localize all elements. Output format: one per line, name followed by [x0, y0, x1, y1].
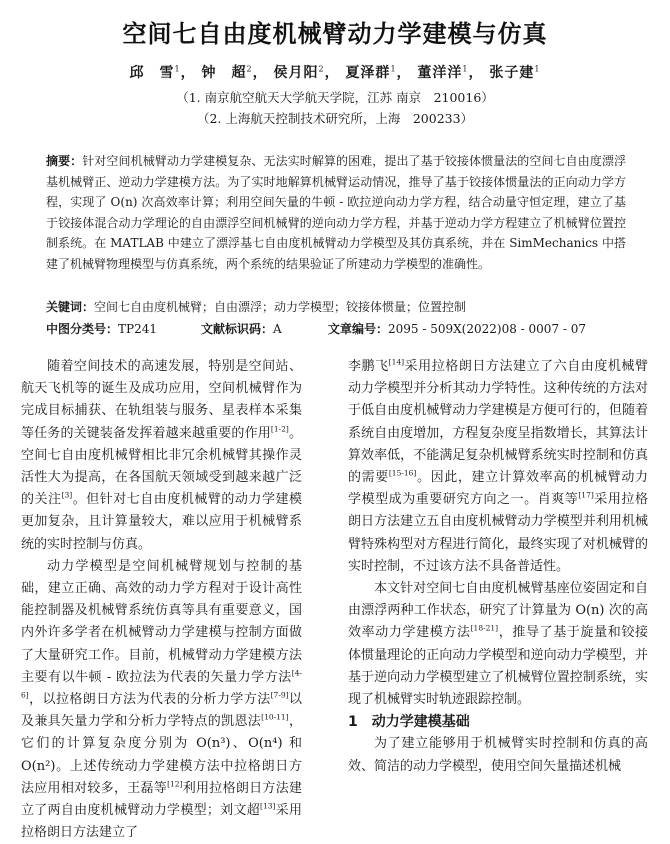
clc-label: 中图分类号：	[46, 322, 119, 336]
article-no-value: 2095 - 509X(2022)08 - 0007 - 07	[388, 322, 587, 336]
citation: [4-6]	[21, 668, 302, 700]
abstract	[46, 151, 626, 274]
citation: [7-9]	[270, 690, 289, 700]
paragraph: 本文针对空间七自由度机械臂基座位姿固定和自由漂浮两种工作状态，研究了计算量为 O(n) 次的高效率动力学建模方法[18-21]，推导了基于旋量和铰接体惯量理论的正向动力学模型和逆向动力学模型，并基于逆向动力学模型建立了机械臂位置控制系统，实现了机械臂实时轨迹跟踪控制。	[348, 581, 648, 708]
article-no-label: 文章编号：	[328, 322, 389, 336]
author: 董洋洋$^1$	[417, 64, 469, 81]
keywords	[46, 298, 626, 315]
citation: [18-21]	[470, 624, 499, 634]
author: 侯月阳$^2$	[273, 64, 325, 81]
doc-code-value: A	[273, 322, 282, 336]
citation: [10-11]	[261, 712, 289, 722]
paragraph: 为了建立能够用于机械臂实时控制和仿真的高效、简洁的动力学模型，使用空间矢量描述机械	[348, 736, 648, 774]
affiliation-2: （2. 上海航天控制技术研究所，上海 200233）	[196, 111, 474, 126]
author: 钟 超$^2$	[201, 64, 253, 81]
paragraph: 动力学模型是空间机械臂规划与控制的基础，建立正确、高效的动力学方程对于设计高性能控制器及机械臂系统仿真等具有重要意义，国内外许多学者在机械臂动力学建模与控制方面做了大量研究工作。目前，机械臂动力学建模方法主要有以牛顿 - 欧拉法为代表的矢量力学方法[4-6]，以拉格朗日方法为代表的分析力学方法[7-9]以及兼具矢量力学和分析力学特点的凯恩法[10-11]，它们的计算复杂度分别为 O(n³)、O(n⁴) 和 O(n²)。上述传统动力学建模方法中拉格朗日方法应用相对较多，王磊等[12]利用拉格朗日方法建立了两自由度机械臂动力学模型；刘文超[13]采用拉格朗日方法建立了	[21, 558, 302, 841]
paragraph: 李鹏飞[14]采用拉格朗日方法建立了六自由度机械臂动力学模型并分析其动力学特性。这种传统的方法对于低自由度机械臂动力学建模是方便可行的，但随着系统自由度增加，方程复杂度呈指数增长，其算法计算效率低，不能满足复杂机械臂系统实时控制和仿真的需要[15-16]。因此，建立计算效率高的机械臂动力学模型成为重要研究方向之一。肖爽等[17]采用拉格朗日方法建立五自由度机械臂动力学模型并利用机械臂特殊构型对方程进行简化，最终实现了对机械臂的实时控制，不过该方法不具备普适性。	[348, 357, 648, 574]
doc-code-label: 文献标识码：	[201, 322, 274, 336]
citation: [15-16]	[388, 468, 417, 478]
keywords-label: 关键词：	[46, 300, 95, 314]
paragraph: 随着空间技术的高速发展，特别是空间站、航天飞机等的诞生及成功应用，空间机械臂作为完成目标捕获、在轨组装与服务、星表样本采集等任务的关键装备发挥着越来越重要的作用[1-2]。空间七自由度机械臂相比非冗余机械臂其操作灵活性大为提高，在各国航天领域受到越来越广泛的关注[3]。但针对七自由度机械臂的动力学建模更加复杂，且计算量较大，难以应用于机械臂系统的实时控制与仿真。	[21, 359, 302, 552]
author: 夏泽群$^1$	[345, 64, 397, 81]
affiliation-1: （1. 南京航空航天大学航天学院，江苏 南京 210016）	[176, 90, 494, 105]
abstract-text: 针对空间机械臂动力学建模复杂、无法实时解算的困难，提出了基于铰接体惯量法的空间七自由度漂浮基机械臂正、逆动力学建模方法。为了实时地解算机械臂运动情况，推导了基于铰接体惯量法的正向动力学方程，实现了 O(n) 次高效率计算；利用空间矢量的牛顿 - 欧拉逆向动力学方程，结合动量守恒定理，建立了基于铰接体混合动力学理论的自由漂浮空间机械臂的逆向动力学方程，并基于逆动力学方程建立了机械臂位置控制系统。在 MATLAB 中建立了漂浮基七自由度机械臂动力学模型及其仿真系统，并在 SimMechanics 中搭建了机械臂物理模型与仿真系统，两个系统的结果验证了所建动力学模型的准确性。	[46, 154, 626, 271]
paper-title: 空间七自由度机械臂动力学建模与仿真	[122, 20, 548, 48]
citation: [14]	[388, 357, 405, 367]
author: 邱 雪$^1$	[129, 64, 181, 81]
citation: [3]	[61, 490, 73, 500]
body-column-right	[348, 356, 648, 778]
citation: [13]	[260, 801, 276, 811]
citation: [12]	[167, 779, 183, 789]
keywords-text: 空间七自由度机械臂；自由漂浮；动力学模型；铰接体惯量；位置控制	[94, 300, 467, 314]
citation: [1-2]	[270, 424, 289, 434]
section-heading: 1 动力学建模基础	[348, 714, 470, 731]
body-column-left	[21, 356, 302, 844]
clc-value: TP241	[118, 322, 157, 336]
abstract-label: 摘要：	[46, 154, 83, 168]
author-list: 邱 雪$^1$， 钟 超$^2$， 侯月阳$^2$， 夏泽群$^1$， 董洋洋$^1$， 张子建$^1$	[129, 64, 541, 81]
author: 张子建$^1$	[489, 64, 541, 81]
classification-line	[46, 320, 636, 337]
citation: [17]	[578, 490, 594, 500]
